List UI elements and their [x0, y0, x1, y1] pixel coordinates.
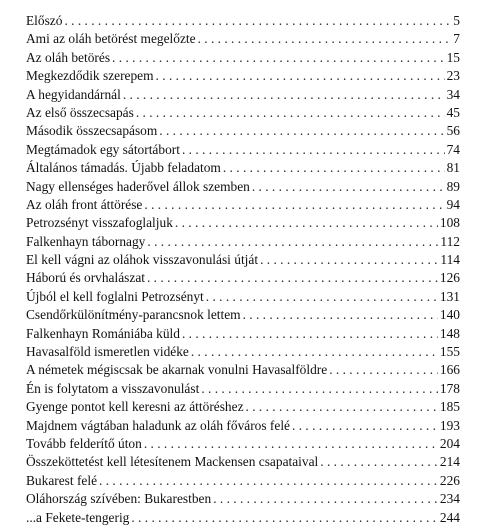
dot-leader — [206, 288, 438, 306]
dot-leader — [64, 12, 451, 30]
toc-entry — [26, 453, 460, 471]
toc-entry-page-number: 89 — [446, 178, 460, 194]
toc-entry-page-number: 140 — [439, 307, 460, 323]
dot-leader — [191, 343, 438, 361]
toc-entry-title: Általános támadás. Újabb feladatom — [26, 160, 221, 176]
toc-entry-title: Az oláh betörés — [26, 49, 111, 65]
dot-leader — [131, 509, 438, 527]
toc-entry-title: Petrozsényt visszafoglaljuk — [26, 215, 173, 231]
dot-leader — [112, 49, 445, 67]
dot-leader — [329, 361, 438, 379]
dot-leader — [144, 196, 444, 214]
dot-leader — [243, 306, 438, 324]
toc-entry — [26, 509, 460, 527]
toc-entry-title: Második összecsapásom — [26, 123, 158, 139]
toc-entry — [26, 104, 460, 122]
toc-entry-title: Újból el kell foglalni Petrozsényt — [26, 288, 204, 304]
toc-entry-title: Bukarest felé — [26, 472, 98, 488]
toc-entry — [26, 490, 460, 508]
toc-entry-page-number: 74 — [446, 141, 460, 157]
toc-entry — [26, 196, 460, 214]
dot-leader — [175, 214, 438, 232]
dot-leader — [156, 67, 445, 85]
toc-entry — [26, 141, 460, 159]
toc-entry — [26, 233, 460, 251]
dot-leader — [123, 86, 445, 104]
toc-entry-title: Háború és orvhalászat — [26, 270, 145, 286]
dot-leader — [136, 104, 445, 122]
dot-leader — [147, 269, 438, 287]
table-of-contents — [26, 12, 460, 527]
toc-entry-page-number: 131 — [439, 288, 460, 304]
toc-entry-page-number: 234 — [439, 491, 460, 507]
toc-entry — [26, 269, 460, 287]
toc-entry — [26, 306, 460, 324]
toc-entry — [26, 288, 460, 306]
toc-entry-title: Csendőrkülönítmény-parancsnok lettem — [26, 307, 241, 323]
toc-entry-page-number: 56 — [446, 123, 460, 139]
toc-entry-page-number: 214 — [439, 454, 460, 470]
dot-leader — [292, 417, 438, 435]
dot-leader — [144, 435, 438, 453]
toc-entry — [26, 380, 460, 398]
toc-entry-page-number: 5 — [453, 13, 460, 28]
toc-entry-page-number: 226 — [439, 472, 460, 488]
toc-entry-title: Gyenge pontot kell keresni az áttöréshez — [26, 399, 244, 415]
toc-entry — [26, 178, 460, 196]
toc-entry-page-number: 244 — [439, 509, 460, 525]
toc-entry — [26, 86, 460, 104]
toc-entry — [26, 361, 460, 379]
toc-entry-title: Tovább felderítő úton — [26, 435, 142, 451]
toc-entry-title: Én is folytatom a visszavonulást — [26, 380, 200, 396]
toc-entry-page-number: 108 — [439, 215, 460, 231]
toc-entry-page-number: 155 — [439, 344, 460, 360]
toc-entry — [26, 49, 460, 67]
dot-leader — [213, 490, 438, 508]
toc-entry-title: Falkenhayn tábornagy — [26, 233, 146, 249]
toc-entry-page-number: 204 — [439, 435, 460, 451]
toc-entry-title: Megtámadok egy sátortábort — [26, 141, 180, 157]
toc-entry-title: Oláhország szívében: Bukarestben — [26, 491, 212, 507]
toc-entry-title: Nagy ellenséges haderővel állok szemben — [26, 178, 250, 194]
toc-entry — [26, 12, 460, 30]
toc-entry-page-number: 15 — [446, 49, 460, 65]
toc-entry-page-number: 112 — [440, 233, 460, 249]
toc-entry-title: El kell vágni az oláhok visszavonulási útját — [26, 252, 259, 268]
toc-entry — [26, 67, 460, 85]
toc-entry-title: Összeköttetést kell létesítenem Mackensen csapataival — [26, 454, 319, 470]
toc-entry-title: ...a Fekete-tengerig — [26, 509, 130, 525]
toc-entry-title: Havasalföld ismeretlen vidéke — [26, 344, 189, 360]
toc-entry — [26, 122, 460, 140]
dot-leader — [223, 159, 445, 177]
toc-entry — [26, 343, 460, 361]
toc-entry — [26, 325, 460, 343]
dot-leader — [159, 122, 444, 140]
toc-entry-title: Megkezdődik szerepem — [26, 68, 154, 84]
toc-entry — [26, 214, 460, 232]
toc-entry-title: Falkenhayn Romániába küld — [26, 325, 180, 341]
dot-leader — [182, 141, 445, 159]
dot-leader — [99, 472, 438, 490]
toc-entry-page-number: 23 — [446, 68, 460, 84]
toc-entry-page-number: 185 — [439, 399, 460, 415]
dot-leader — [147, 233, 438, 251]
toc-entry-page-number: 126 — [439, 270, 460, 286]
toc-entry-title: A hegyidandárnál — [26, 86, 121, 102]
toc-entry-page-number: 193 — [439, 417, 460, 433]
dot-leader — [201, 380, 438, 398]
toc-entry — [26, 472, 460, 490]
toc-entry-title: A németek mégiscsak be akarnak vonulni Havasalföldre — [26, 362, 328, 378]
dot-leader — [198, 30, 452, 48]
dot-leader — [246, 398, 438, 416]
toc-entry — [26, 417, 460, 435]
toc-entry-page-number: 178 — [439, 380, 460, 396]
toc-entry-title: Előszó — [26, 13, 63, 28]
dot-leader — [260, 251, 438, 269]
toc-entry-page-number: 34 — [446, 86, 460, 102]
toc-entry — [26, 251, 460, 269]
dot-leader — [320, 453, 438, 471]
toc-entry-title: Ami az oláh betörést megelőzte — [26, 31, 196, 47]
toc-entry — [26, 159, 460, 177]
dot-leader — [252, 178, 445, 196]
toc-entry — [26, 435, 460, 453]
dot-leader — [182, 325, 438, 343]
toc-entry — [26, 398, 460, 416]
toc-entry-page-number: 45 — [446, 104, 460, 120]
toc-entry-title: Az első összecsapás — [26, 104, 134, 120]
toc-entry-page-number: 94 — [446, 196, 460, 212]
toc-entry-page-number: 114 — [440, 252, 460, 268]
toc-entry-page-number: 7 — [453, 31, 460, 47]
toc-entry-page-number: 81 — [446, 160, 460, 176]
toc-entry-page-number: 166 — [439, 362, 460, 378]
toc-entry-title: Az oláh front áttörése — [26, 196, 143, 212]
toc-entry-page-number: 148 — [439, 325, 460, 341]
toc-entry — [26, 30, 460, 48]
toc-entry-title: Majdnem vágtában haladunk az oláh főváros felé — [26, 417, 290, 433]
